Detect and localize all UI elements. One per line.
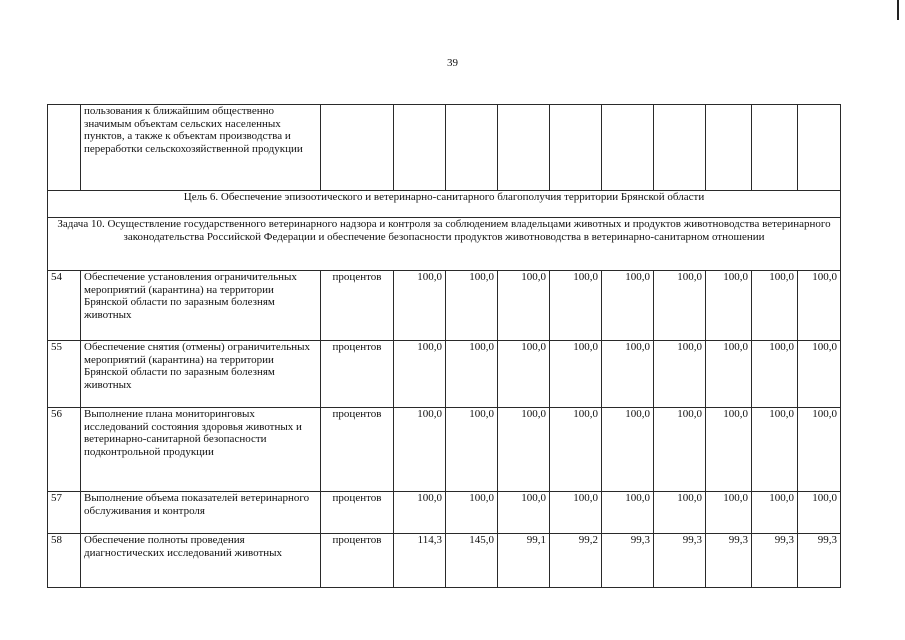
goal-heading: Цель 6. Обеспечение эпизоотического и ветеринарно-санитарного благополучия территории Брянской области [48, 191, 841, 218]
row-value: 99,3 [752, 534, 798, 588]
row-value: 100,0 [654, 492, 706, 534]
row-value: 99,2 [550, 534, 602, 588]
carry-value-cell [498, 105, 550, 191]
row-value: 100,0 [602, 341, 654, 408]
row-value: 99,3 [602, 534, 654, 588]
carry-num-cell [48, 105, 81, 191]
row-value: 100,0 [798, 408, 841, 492]
row-value: 100,0 [550, 492, 602, 534]
row-value: 145,0 [446, 534, 498, 588]
table-row [48, 408, 841, 492]
row-description: Обеспечение полноты проведения диагностических исследований животных [81, 534, 321, 588]
row-value: 100,0 [602, 271, 654, 341]
row-value: 100,0 [394, 341, 446, 408]
row-description: Выполнение плана мониторинговых исследований состояния здоровья животных и ветеринарно-санитарной безопасности подконтрольной продукции [81, 408, 321, 492]
table-row [48, 534, 841, 588]
row-unit: процентов [321, 492, 394, 534]
page-number: 39 [447, 57, 458, 69]
row-value: 100,0 [550, 408, 602, 492]
row-description: Обеспечение снятия (отмены) ограничительных мероприятий (карантина) на территории Брянской области по заразным болезням животных [81, 341, 321, 408]
row-value: 100,0 [798, 271, 841, 341]
row-number: 55 [48, 341, 81, 408]
row-number: 56 [48, 408, 81, 492]
row-unit: процентов [321, 408, 394, 492]
row-description: Обеспечение установления ограничительных мероприятий (карантина) на территории Брянской области по заразным болезням животных [81, 271, 321, 341]
row-value: 100,0 [602, 492, 654, 534]
table-row [48, 341, 841, 408]
row-unit: процентов [321, 534, 394, 588]
row-value: 99,3 [654, 534, 706, 588]
row-description: Выполнение объема показателей ветеринарного обслуживания и контроля [81, 492, 321, 534]
row-value: 100,0 [394, 408, 446, 492]
carry-value-cell [446, 105, 498, 191]
row-value: 100,0 [798, 492, 841, 534]
row-value: 100,0 [752, 408, 798, 492]
row-value: 100,0 [706, 492, 752, 534]
row-value: 100,0 [498, 492, 550, 534]
row-value: 100,0 [798, 341, 841, 408]
carry-unit-cell [321, 105, 394, 191]
table-row [48, 492, 841, 534]
carry-value-cell [602, 105, 654, 191]
row-number: 54 [48, 271, 81, 341]
row-value: 100,0 [654, 271, 706, 341]
carry-value-cell [752, 105, 798, 191]
task-row [48, 218, 841, 271]
indicators-table [47, 104, 841, 588]
row-value: 100,0 [446, 341, 498, 408]
row-value: 100,0 [706, 341, 752, 408]
carry-value-cell [798, 105, 841, 191]
carry-value-cell [394, 105, 446, 191]
row-value: 100,0 [602, 408, 654, 492]
scan-edge-mark [897, 0, 899, 20]
carry-over-row [48, 105, 841, 191]
row-value: 100,0 [550, 271, 602, 341]
carry-value-cell [706, 105, 752, 191]
row-value: 100,0 [550, 341, 602, 408]
row-value: 100,0 [654, 341, 706, 408]
row-value: 100,0 [752, 492, 798, 534]
carry-description: пользования к ближайшим общественно значимым объектам сельских населенных пунктов, а также к объектам производства и переработки сельскохозяйственной продукции [81, 105, 321, 191]
carry-value-cell [654, 105, 706, 191]
row-number: 58 [48, 534, 81, 588]
row-value: 100,0 [706, 271, 752, 341]
row-unit: процентов [321, 271, 394, 341]
row-value: 100,0 [446, 271, 498, 341]
row-value: 100,0 [498, 341, 550, 408]
row-value: 100,0 [654, 408, 706, 492]
row-value: 100,0 [498, 408, 550, 492]
row-value: 100,0 [446, 408, 498, 492]
row-value: 114,3 [394, 534, 446, 588]
carry-value-cell [550, 105, 602, 191]
row-value: 100,0 [752, 271, 798, 341]
row-value: 100,0 [752, 341, 798, 408]
row-value: 99,3 [706, 534, 752, 588]
row-value: 100,0 [394, 492, 446, 534]
table-row [48, 271, 841, 341]
row-value: 100,0 [446, 492, 498, 534]
row-value: 100,0 [394, 271, 446, 341]
row-value: 100,0 [498, 271, 550, 341]
goal-row [48, 191, 841, 218]
row-value: 99,1 [498, 534, 550, 588]
task-heading: Задача 10. Осуществление государственного ветеринарного надзора и контроля за соблюдением владельцами животных и продуктов животноводства ветеринарного законодательства Российской Федерации и обеспечение безопасности продуктов животноводства в ветеринарно-санитарном отношении [48, 218, 841, 271]
row-value: 100,0 [706, 408, 752, 492]
row-value: 99,3 [798, 534, 841, 588]
row-unit: процентов [321, 341, 394, 408]
row-number: 57 [48, 492, 81, 534]
